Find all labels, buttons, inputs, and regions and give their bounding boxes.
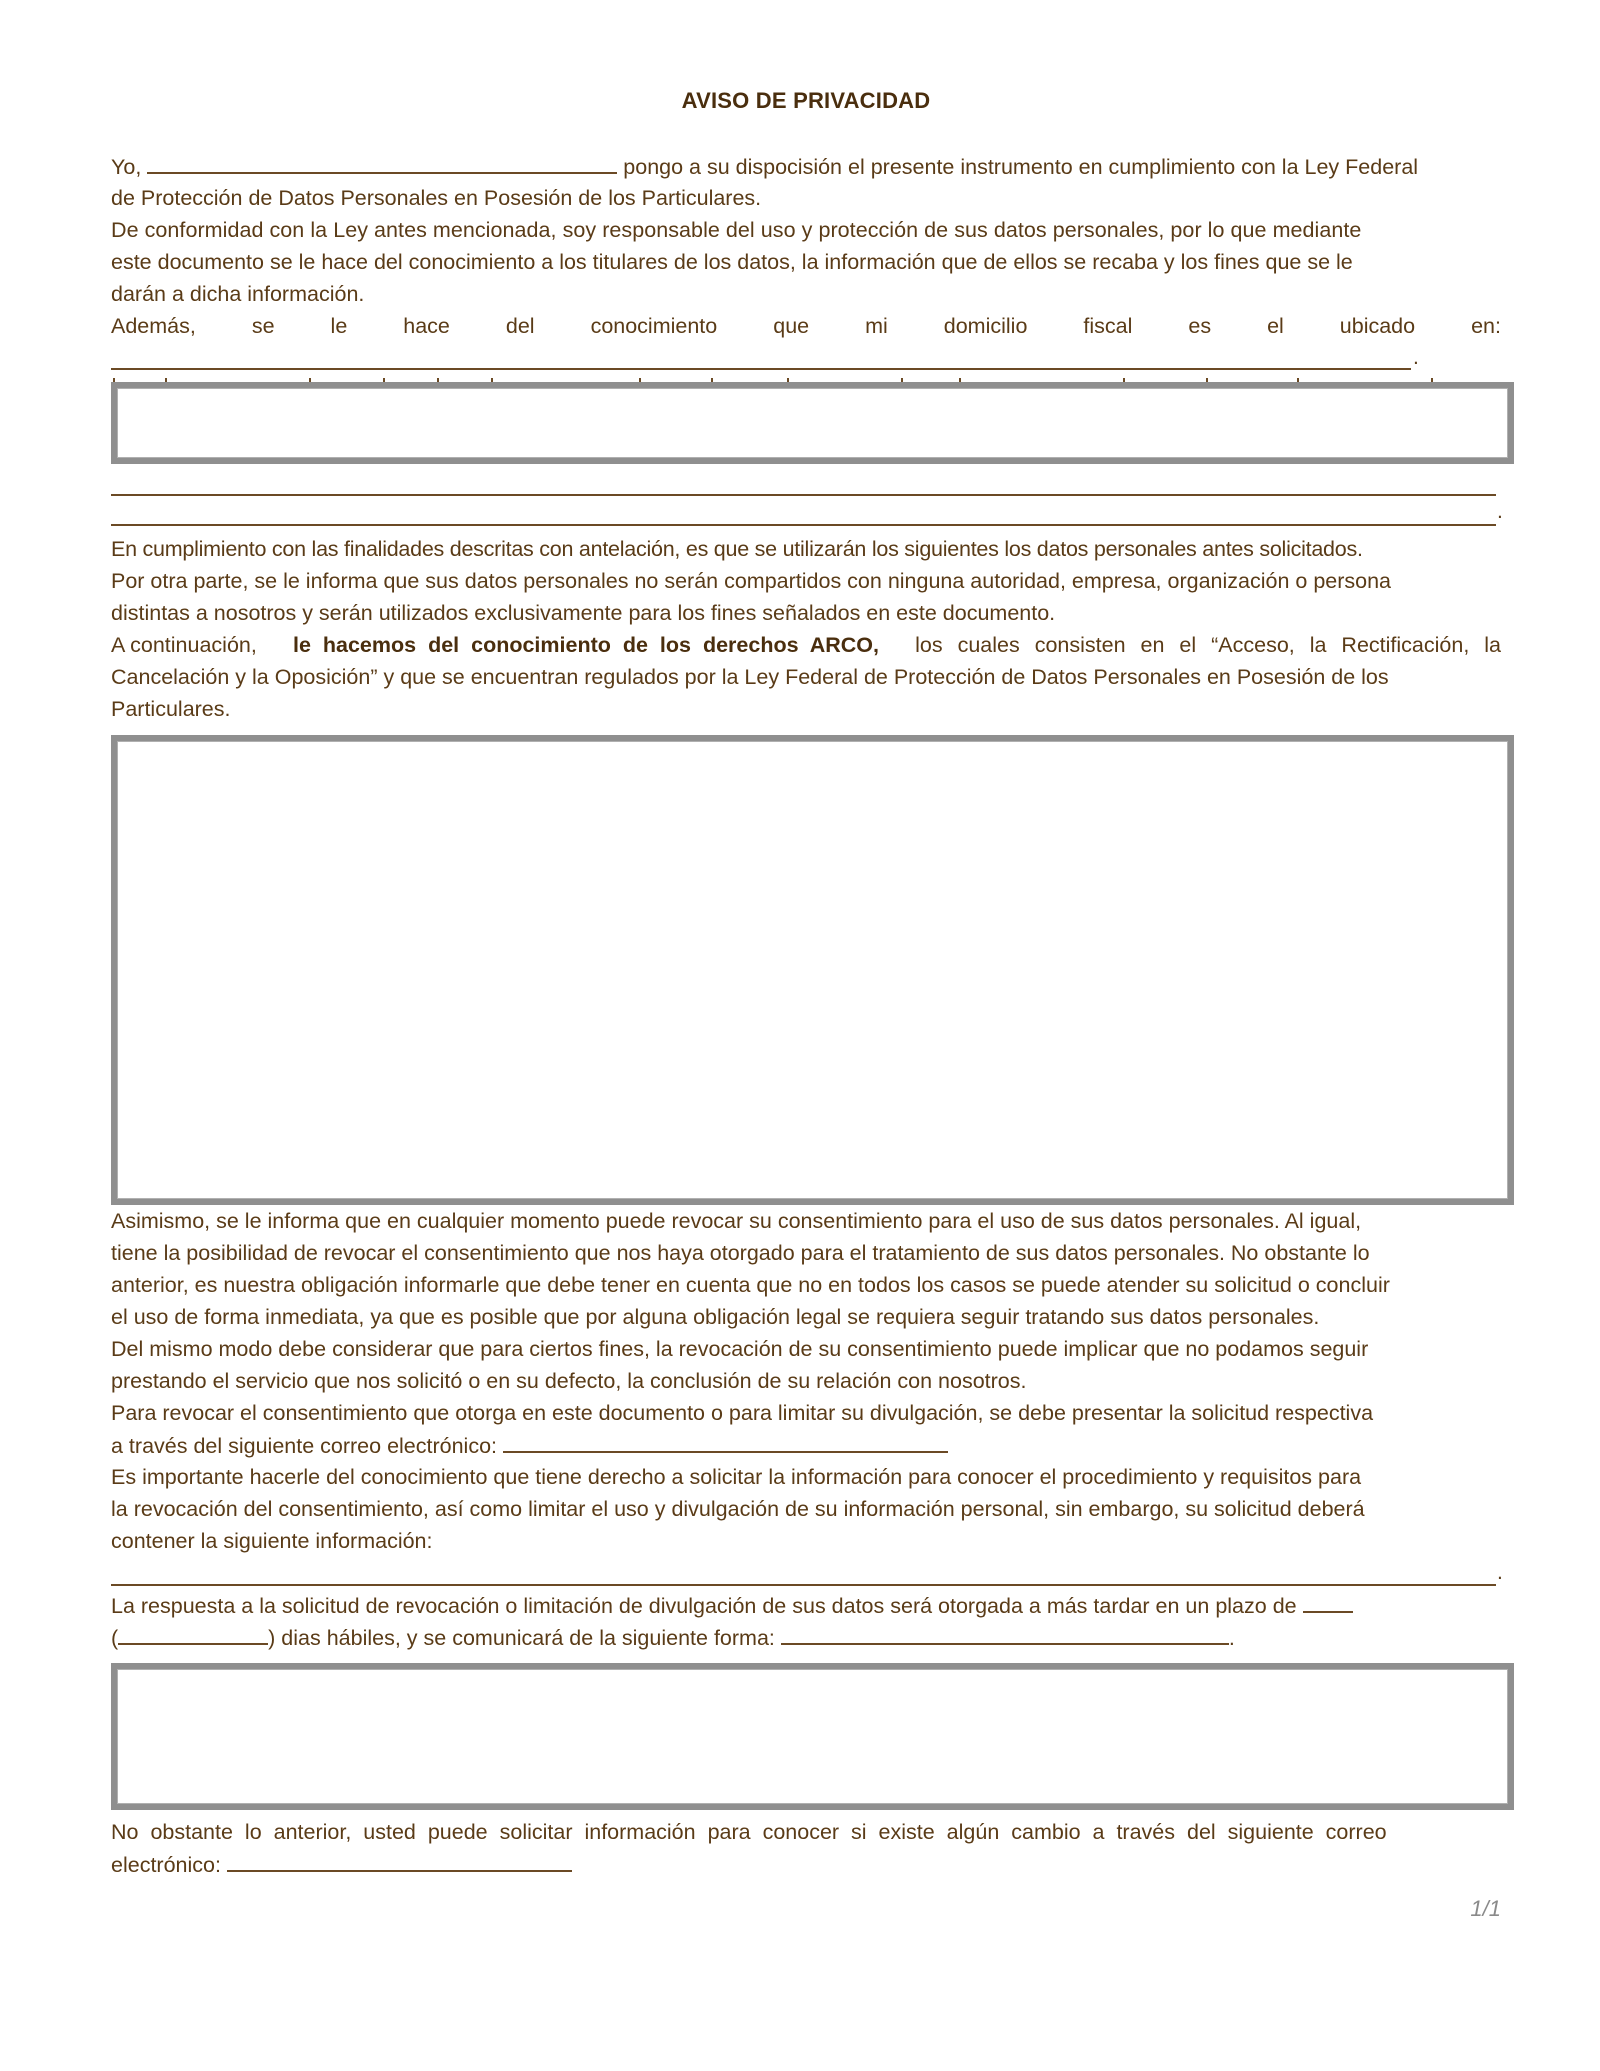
text: ) dias hábiles, y se comunicará de la siguiente forma: xyxy=(268,1626,775,1650)
redaction-box xyxy=(111,382,1514,464)
communication-method-blank-field[interactable] xyxy=(781,1621,1229,1645)
document-title: AVISO DE PRIVACIDAD xyxy=(681,88,931,113)
paragraph-line xyxy=(111,1621,1501,1654)
word: domicilio xyxy=(943,314,1028,338)
period: . xyxy=(1413,346,1419,369)
paragraph-line: darán a dicha información. xyxy=(111,282,365,306)
period: . xyxy=(1228,1626,1235,1650)
paragraph-line xyxy=(111,150,1501,183)
redaction-box xyxy=(111,735,1514,1205)
text: pongo a su dispocisión el presente instrumento en cumplimiento con la Ley Federal xyxy=(623,155,1419,179)
word: del xyxy=(505,314,535,338)
word: hace xyxy=(403,314,450,338)
word: Además, xyxy=(111,314,196,338)
period: . xyxy=(1497,500,1503,523)
paragraph-line: Particulares. xyxy=(111,697,231,721)
text: Yo, xyxy=(111,155,142,179)
text: los cuales consisten en el “Acceso, la Rectificación, la xyxy=(915,633,1501,657)
paragraph-line: anterior, es nuestra obligación informarle que debe tener en cuenta que no en todos los casos se puede atender su solicitud o concluir xyxy=(111,1273,1390,1297)
word: ubicado xyxy=(1339,314,1416,338)
paragraph-line: de Protección de Datos Personales en Posesión de los Particulares. xyxy=(111,186,762,210)
address-blank-field[interactable] xyxy=(111,368,1411,370)
email-blank-field[interactable] xyxy=(227,1848,572,1872)
arco-paragraph-line xyxy=(111,629,1501,661)
redaction-box xyxy=(111,1663,1514,1810)
name-blank-field[interactable] xyxy=(147,150,617,174)
word: conocimiento xyxy=(590,314,718,338)
requirements-blank-field[interactable] xyxy=(111,1584,1496,1586)
text: La respuesta a la solicitud de revocación o limitación de divulgación de sus datos será otorgada a más tardar en un plazo de xyxy=(111,1594,1297,1618)
days-words-blank-field[interactable] xyxy=(118,1621,268,1645)
word: el xyxy=(1267,314,1284,338)
paragraph-line: este documento se le hace del conocimiento a los titulares de los datos, la información que de ellos se recaba y los fines que se le xyxy=(111,250,1353,274)
text: electrónico: xyxy=(111,1853,221,1877)
paragraph-line: distintas a nosotros y serán utilizados exclusivamente para los fines señalados en este documento. xyxy=(111,601,1056,625)
email-blank-field[interactable] xyxy=(503,1429,948,1453)
paragraph-line: Cancelación y la Oposición” y que se encuentran regulados por la Ley Federal de Protección de Datos Personales en Posesión de los xyxy=(111,665,1389,689)
paragraph-line: contener la siguiente información: xyxy=(111,1529,433,1553)
text: ( xyxy=(111,1626,119,1650)
paragraph-line xyxy=(111,1429,1501,1462)
word: es xyxy=(1188,314,1212,338)
paragraph-line: Para revocar el consentimiento que otorga en este documento o para limitar su divulgación, se debe presentar la solicitud respectiva xyxy=(111,1401,1374,1425)
paragraph-line: De conformidad con la Ley antes mencionada, soy responsable del uso y protección de sus datos personales, por lo que mediante xyxy=(111,218,1362,242)
paragraph-line: Por otra parte, se le informa que sus datos personales no serán compartidos con ninguna autoridad, empresa, organización o persona xyxy=(111,569,1392,593)
paragraph-line xyxy=(111,1816,1501,1848)
bold-text: le hacemos del conocimiento de los derechos ARCO, xyxy=(292,633,879,657)
text: A continuación, xyxy=(111,633,257,657)
blank-line-field[interactable] xyxy=(111,494,1496,496)
paragraph-line: En cumplimiento con las finalidades descritas con antelación, es que se utilizarán los siguientes los datos personales antes solicitados. xyxy=(111,537,1363,561)
word: se xyxy=(251,314,275,338)
word: en: xyxy=(1471,314,1501,338)
paragraph-line: prestando el servicio que nos solicitó o en su defecto, la conclusión de su relación con nosotros. xyxy=(111,1369,1027,1393)
paragraph-line: Es importante hacerle del conocimiento que tiene derecho a solicitar la información para conocer el procedimiento y requisitos para xyxy=(111,1465,1362,1489)
word: mi xyxy=(865,314,888,338)
word: que xyxy=(773,314,810,338)
paragraph-line: tiene la posibilidad de revocar el consentimiento que nos haya otorgado para el tratamiento de sus datos personales. No obstante lo xyxy=(111,1241,1370,1265)
paragraph-line xyxy=(111,1848,1501,1881)
period: . xyxy=(1497,1561,1503,1584)
page-number: 1/1 xyxy=(1470,1896,1501,1921)
word: fiscal xyxy=(1083,314,1133,338)
blank-line-field[interactable] xyxy=(111,524,1496,526)
days-number-blank-field[interactable] xyxy=(1303,1589,1353,1613)
paragraph-line: el uso de forma inmediata, ya que es posible que por alguna obligación legal se requiera seguir tratando sus datos personales. xyxy=(111,1305,1320,1329)
word: le xyxy=(330,314,348,338)
paragraph-line: la revocación del consentimiento, así como limitar el uso y divulgación de su información personal, sin embargo, su solicitud deberá xyxy=(111,1497,1365,1521)
text: No obstante lo anterior, usted puede solicitar información para conocer si existe algún cambio a través del siguiente correo xyxy=(111,1820,1387,1844)
text: a través del siguiente correo electrónico: xyxy=(111,1434,498,1458)
paragraph-line: Del mismo modo debe considerar que para ciertos fines, la revocación de su consentimiento puede implicar que no podamos seguir xyxy=(111,1337,1369,1361)
paragraph-line xyxy=(111,1589,1501,1622)
paragraph-line: Asimismo, se le informa que en cualquier momento puede revocar su consentimiento para el uso de sus datos personales. Al igual, xyxy=(111,1209,1362,1233)
address-paragraph-line xyxy=(111,310,1501,342)
